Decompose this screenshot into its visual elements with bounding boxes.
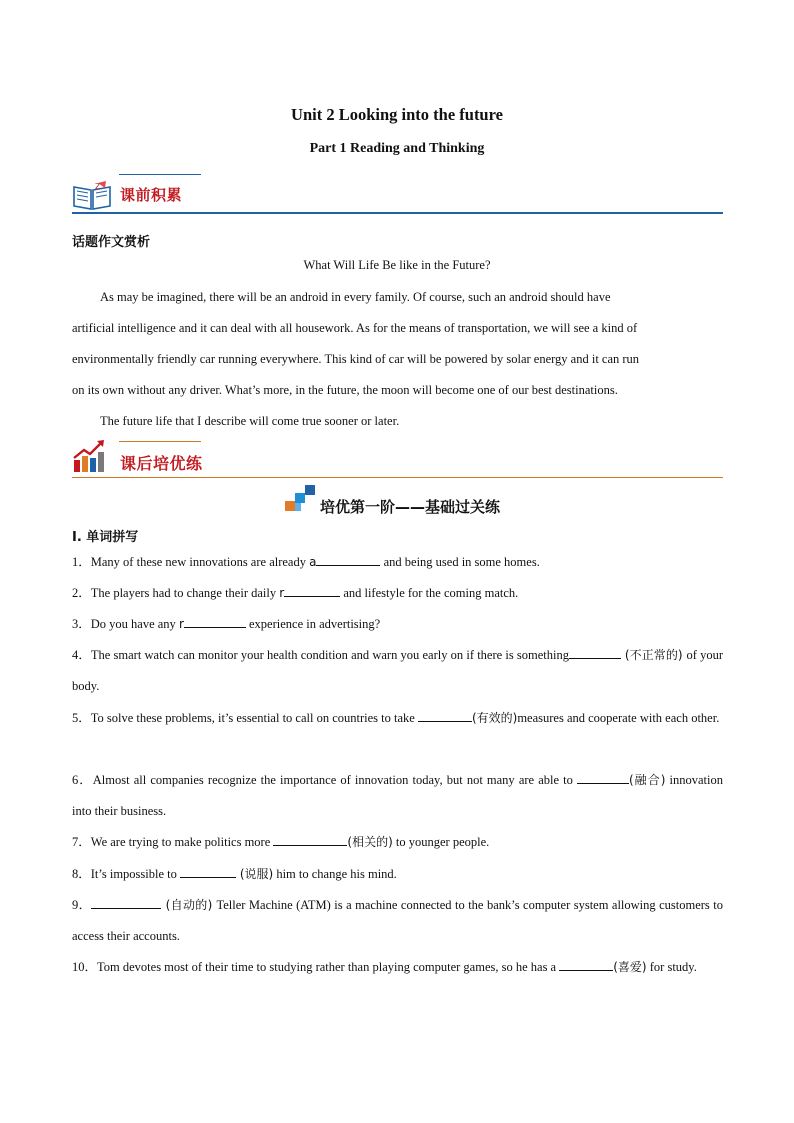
question-item [72, 547, 723, 578]
letter-hint: r [279, 586, 285, 600]
chart-growth-icon [72, 438, 108, 474]
svg-text:Z: Z [95, 182, 101, 191]
banner-accent-line [119, 174, 201, 175]
question-item [72, 640, 723, 702]
essay-title: What Will Life Be like in the Future? [303, 258, 491, 272]
banner-accent-line [119, 441, 201, 442]
question-number: 7． [72, 835, 91, 849]
question-number: 5． [72, 711, 91, 725]
question-text: Do you have any [90, 617, 179, 631]
question-text: him to change his mind. [273, 867, 397, 881]
essay-line: on its own without any driver. What’s more, in the future, the moon will become one of our best destinations. [72, 383, 618, 397]
question-item [72, 703, 723, 734]
stairs-icon [283, 485, 319, 513]
question-text: for study. [646, 960, 697, 974]
question-text: The smart watch can monitor your health condition and warn you early on if there is something [90, 648, 569, 662]
section-banner-pre [72, 174, 723, 214]
essay-line: environmentally friendly car running everywhere. This kind of car will be powered by solar energy and it can run [72, 352, 640, 366]
answer-blank[interactable] [577, 769, 629, 784]
question-number: 2． [72, 586, 91, 600]
question-item [72, 890, 723, 952]
question-text: and lifestyle for the coming match. [340, 586, 519, 600]
question-number: 6． [72, 773, 93, 787]
letter-hint: a [309, 555, 317, 569]
question-text: To solve these problems, it’s essential to call on countries to take [90, 711, 418, 725]
question-number: 4． [72, 648, 91, 662]
letter-hint: r [178, 617, 184, 631]
chinese-hint: (不正常的) [620, 648, 687, 662]
answer-blank[interactable] [418, 707, 472, 722]
question-text: Many of these new innovations are already [90, 555, 310, 569]
question-number: 8． [72, 867, 91, 881]
question-text: It’s impossible to [90, 867, 181, 881]
chinese-hint: (喜爱) [613, 960, 647, 974]
chinese-hint: (相关的) [347, 835, 393, 849]
essay-line: As may be imagined, there will be an android in every family. Of course, such an android should have [100, 290, 611, 304]
question-item [72, 952, 723, 983]
book-icon [72, 179, 112, 211]
answer-blank[interactable] [184, 613, 246, 628]
answer-blank[interactable] [569, 644, 621, 659]
answer-blank[interactable] [284, 582, 340, 597]
question-item [72, 609, 723, 640]
chinese-hint: (有效的) [471, 711, 518, 725]
question-item [72, 578, 723, 609]
answer-blank[interactable] [316, 551, 380, 566]
topic-heading: 话题作文赏析 [72, 235, 151, 250]
essay-line: artificial intelligence and it can deal with all housework. As for the means of transportation, we will see a kind of [72, 321, 638, 335]
question-item [72, 827, 723, 858]
question-item [72, 765, 723, 827]
question-number: 1． [72, 555, 91, 569]
question-text: Almost all companies recognize the importance of innovation today, but not many are able to [92, 773, 577, 787]
question-text: of your body. [72, 648, 724, 693]
question-text: and being used in some homes. [380, 555, 540, 569]
question-number: 3． [72, 617, 91, 631]
question-text: experience in advertising? [245, 617, 381, 631]
essay-line: The future life that I describe will come true sooner or later. [100, 414, 400, 428]
chinese-hint: (自动的) [161, 898, 217, 912]
page-title: Unit 2 Looking into the future [291, 105, 503, 124]
answer-blank[interactable] [559, 956, 613, 971]
question-text: to younger people. [392, 835, 490, 849]
question-item [72, 859, 723, 890]
question-text: We are trying to make politics more [90, 835, 274, 849]
part-heading: I. 单词拼写 [72, 530, 139, 545]
banner-divider [72, 212, 723, 214]
page-subtitle: Part 1 Reading and Thinking [309, 141, 485, 156]
stage-title: 培优第一阶——基础过关练 [320, 498, 501, 516]
answer-blank[interactable] [273, 831, 347, 846]
banner-divider [72, 477, 723, 479]
question-text: measures and cooperate with each other. [517, 711, 720, 725]
section-banner-post [72, 438, 723, 478]
section-label-pre: 课前积累 [120, 186, 183, 204]
question-number: 10． [72, 960, 98, 974]
answer-blank[interactable] [91, 894, 161, 909]
chinese-hint: (融合) [629, 773, 666, 787]
chinese-hint: (说服) [236, 867, 274, 881]
question-text: Tom devotes most of their time to studying rather than playing computer games, so he has a [97, 960, 560, 974]
answer-blank[interactable] [180, 863, 236, 878]
section-label-post: 课后培优练 [120, 454, 203, 473]
question-text: The players had to change their daily [90, 586, 280, 600]
question-number: 9． [72, 898, 92, 912]
question-text: Teller Machine (ATM) is a machine connected to the bank’s computer system allowing customers to access their accounts. [72, 898, 723, 943]
question-text: innovation into their business. [72, 773, 723, 818]
